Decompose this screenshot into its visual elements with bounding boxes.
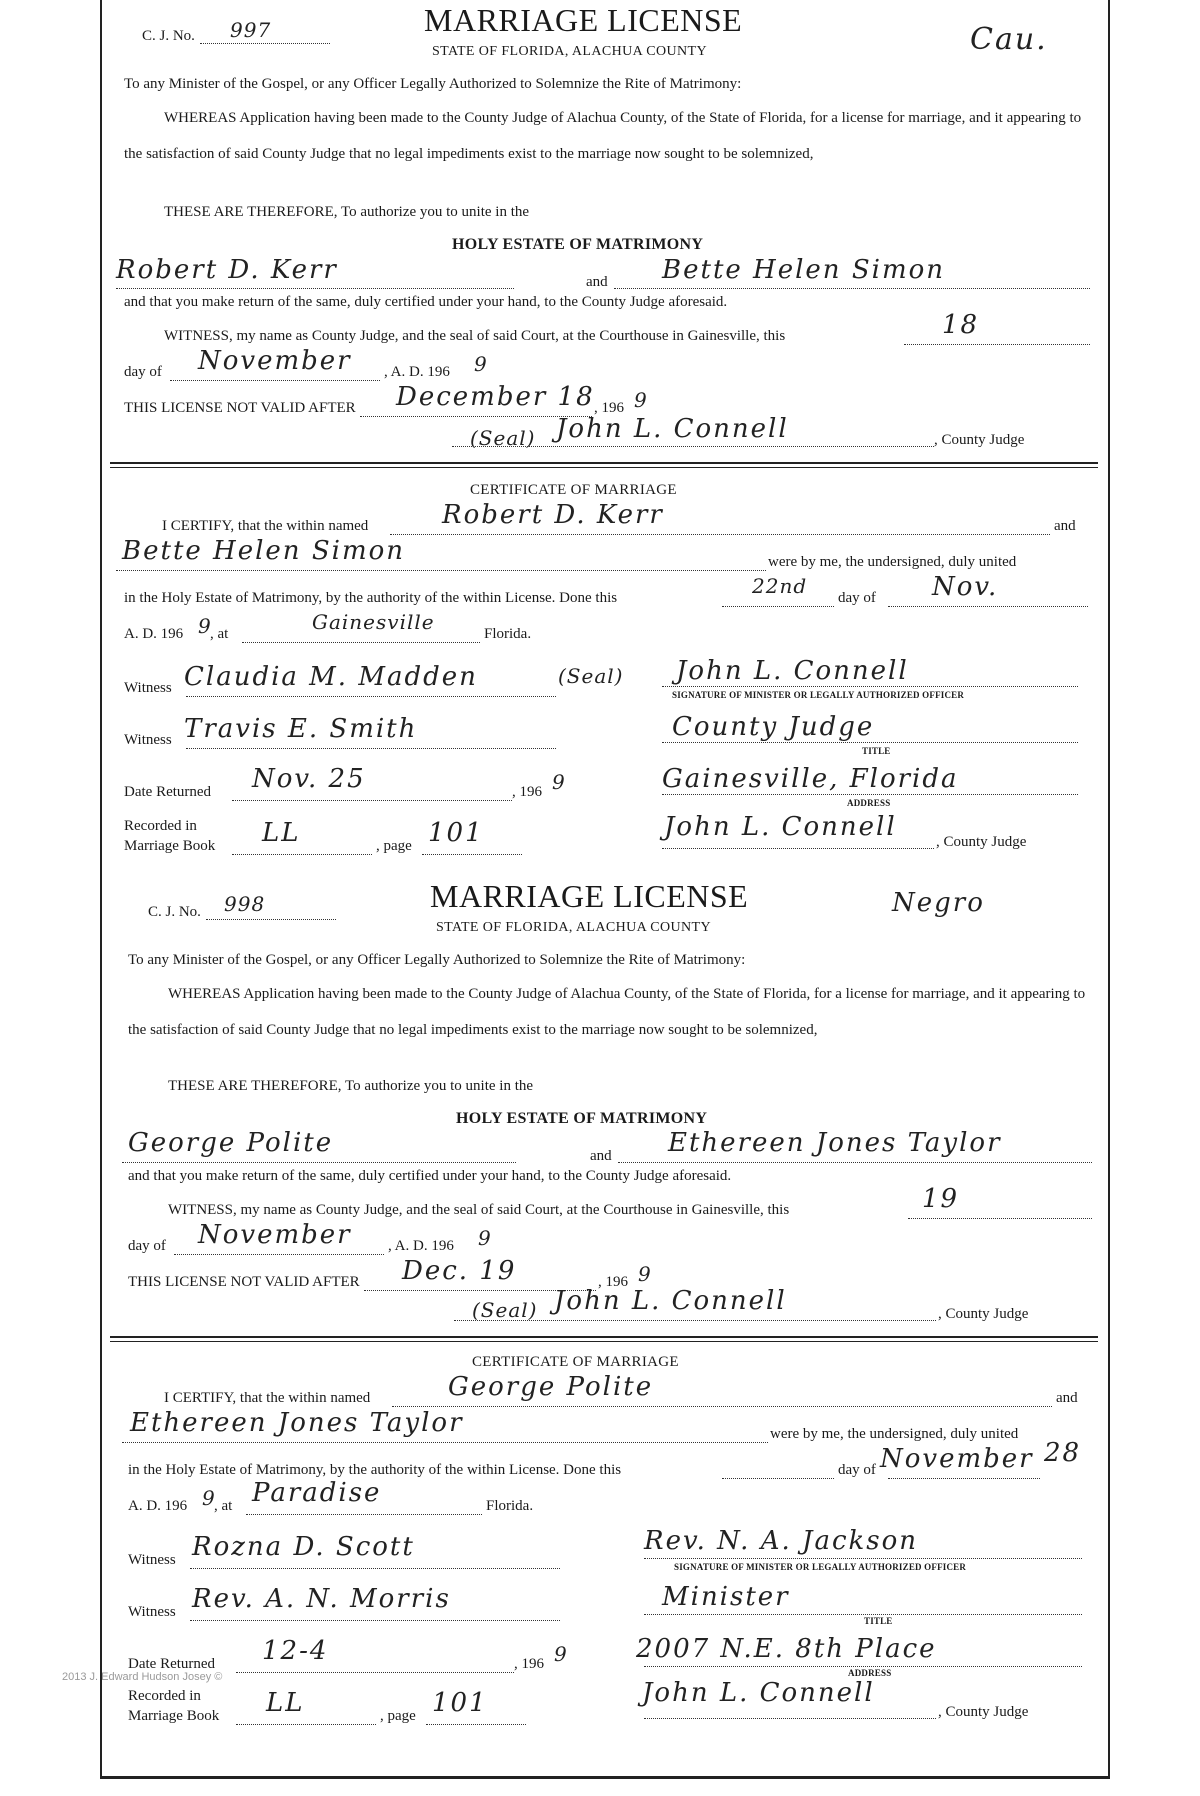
returned-year-label: , 196 <box>514 1656 544 1672</box>
title-label: TITLE <box>864 1616 893 1626</box>
returned-year: 9 <box>552 770 566 794</box>
license-month: November <box>198 346 352 376</box>
page-value: 101 <box>428 818 484 848</box>
witness-two: Travis E. Smith <box>184 714 418 744</box>
officer-address: 2007 N.E. 8th Place <box>636 1634 937 1664</box>
cert-holy-estate: in the Holy Estate of Matrimony, by the authority of the within License. Done this <box>128 1462 622 1478</box>
and-label: and <box>590 1148 612 1164</box>
certify-text: I CERTIFY, that the within named <box>164 1390 371 1406</box>
certificate-title: CERTIFICATE OF MARRIAGE <box>470 482 677 498</box>
not-valid-year-label: , 196 <box>594 400 624 416</box>
signature-label: SIGNATURE OF MINISTER OR LEGALLY AUTHORIZED OFFICER <box>672 690 965 700</box>
groom-name: Robert D. Kerr <box>116 255 338 285</box>
license-year: 9 <box>478 1226 492 1250</box>
ad-label: , A. D. 196 <box>388 1238 454 1254</box>
returned-year: 9 <box>554 1642 568 1666</box>
to-any-minister: To any Minister of the Gospel, or any Officer Legally Authorized to Solemnize the Rite of Matrimony: <box>124 76 742 92</box>
page-value: 101 <box>432 1688 488 1718</box>
witness-label-1: Witness <box>128 1552 176 1568</box>
county-judge-label: , County Judge <box>934 432 1025 448</box>
final-county-judge: , County Judge <box>938 1704 1029 1720</box>
license-title: MARRIAGE LICENSE <box>430 878 749 914</box>
address-label: ADDRESS <box>847 798 891 808</box>
certify-text: I CERTIFY, that the within named <box>162 518 369 534</box>
marriage-book-label: Marriage Book <box>124 838 216 854</box>
not-valid-label: THIS LICENSE NOT VALID AFTER <box>124 400 356 416</box>
witness-label-2: Witness <box>128 1604 176 1620</box>
date-returned-label: Date Returned <box>128 1656 216 1672</box>
cj-number: 998 <box>224 892 266 916</box>
witness-two: Rev. A. N. Morris <box>192 1584 451 1614</box>
cj-number: 997 <box>230 18 272 42</box>
cert-month: Nov. <box>932 572 999 602</box>
return-text: and that you make return of the same, duly certified under your hand, to the County Judge aforesaid. <box>124 294 728 310</box>
cert-day: 22nd <box>752 574 808 598</box>
cert-groom: George Polite <box>448 1372 654 1402</box>
cert-day: 28 <box>1044 1438 1082 1468</box>
seal-mark: (Seal) <box>472 1298 538 1322</box>
recorded-in: Recorded in <box>128 1688 201 1704</box>
to-any-minister: To any Minister of the Gospel, or any Officer Legally Authorized to Solemnize the Rite of Matrimony: <box>128 952 746 968</box>
corner-note: Cau. <box>970 22 1048 57</box>
officer-signature: Rev. N. A. Jackson <box>644 1526 918 1556</box>
not-valid-year: 9 <box>634 388 648 412</box>
page-label: , page <box>376 838 412 854</box>
these-are-therefore: THESE ARE THEREFORE, To authorize you to unite in the <box>168 1078 534 1094</box>
officer-title: Minister <box>662 1582 790 1612</box>
cert-bride: Ethereen Jones Taylor <box>130 1408 464 1438</box>
witness-one: Claudia M. Madden <box>184 662 478 692</box>
witness-text: WITNESS, my name as County Judge, and the seal of said Court, at the Courthouse in Gainesville, this <box>164 328 786 344</box>
judge-signature: John L. Connell <box>556 414 789 444</box>
day-of-label: day of <box>124 364 162 380</box>
cert-year: 9 <box>198 614 212 638</box>
witness-label-1: Witness <box>124 680 172 696</box>
holy-estate-heading: HOLY ESTATE OF MATRIMONY <box>456 1110 708 1127</box>
cert-and: and <box>1054 518 1076 534</box>
not-valid-year-label: , 196 <box>598 1274 628 1290</box>
license-subtitle: STATE OF FLORIDA, ALACHUA COUNTY <box>436 920 711 935</box>
date-returned-label: Date Returned <box>124 784 212 800</box>
cj-label: C. J. No. <box>142 28 195 44</box>
marriage-license-997 <box>102 0 1106 880</box>
witness-seal: (Seal) <box>558 664 624 688</box>
cert-month: November <box>880 1444 1034 1474</box>
cert-ad: A. D. 196 <box>128 1498 188 1514</box>
not-valid-year: 9 <box>638 1262 652 1286</box>
cert-florida: Florida. <box>486 1498 534 1514</box>
final-judge-signature: John L. Connell <box>642 1678 875 1708</box>
not-valid-label: THIS LICENSE NOT VALID AFTER <box>128 1274 360 1290</box>
cert-year: 9 <box>202 1486 216 1510</box>
seal-mark: (Seal) <box>470 426 536 450</box>
bride-name: Ethereen Jones Taylor <box>668 1128 1002 1158</box>
returned-year-label: , 196 <box>512 784 542 800</box>
date-returned: Nov. 25 <box>252 764 366 794</box>
whereas-paragraph: WHEREAS Application having been made to the County Judge of Alachua County, of the State of Florida, for a license for marriage, and it appearing to the satisfaction of said County Judge that no legal impediments exist to the marriage now sought to be solemnized, <box>124 110 1082 162</box>
final-county-judge: , County Judge <box>936 834 1027 850</box>
final-judge-signature: John L. Connell <box>664 812 897 842</box>
book-value: LL <box>262 818 301 848</box>
not-valid-date: December 18 <box>396 382 595 412</box>
license-year: 9 <box>474 352 488 376</box>
groom-name: George Polite <box>128 1128 334 1158</box>
county-judge-label: , County Judge <box>938 1306 1029 1322</box>
cert-place: Paradise <box>252 1478 382 1508</box>
copyright-watermark: 2013 J. Edward Hudson Josey © <box>62 1671 223 1683</box>
cert-at: , at <box>214 1498 233 1514</box>
witness-day: 18 <box>942 310 980 340</box>
cert-bride: Bette Helen Simon <box>122 536 405 566</box>
cert-florida: Florida. <box>484 626 532 642</box>
witness-label-2: Witness <box>124 732 172 748</box>
and-label: and <box>586 274 608 290</box>
return-text: and that you make return of the same, duly certified under your hand, to the County Judge aforesaid. <box>128 1168 732 1184</box>
officer-address: Gainesville, Florida <box>662 764 959 794</box>
license-subtitle: STATE OF FLORIDA, ALACHUA COUNTY <box>432 44 707 59</box>
judge-signature: John L. Connell <box>554 1286 787 1316</box>
title-label: TITLE <box>862 746 891 756</box>
officer-title: County Judge <box>672 712 875 742</box>
these-are-therefore: THESE ARE THEREFORE, To authorize you to unite in the <box>164 204 530 220</box>
ad-label: , A. D. 196 <box>384 364 450 380</box>
marriage-book-label: Marriage Book <box>128 1708 220 1724</box>
witness-one: Rozna D. Scott <box>192 1532 415 1562</box>
cj-label: C. J. No. <box>148 904 201 920</box>
whereas-paragraph: WHEREAS Application having been made to the County Judge of Alachua County, of the State of Florida, for a license for marriage, and it appearing to the satisfaction of said County Judge that no legal impediments exist to the marriage now sought to be solemnized, <box>128 986 1086 1038</box>
day-of-label: day of <box>128 1238 166 1254</box>
cert-day-of: day of <box>838 1462 876 1478</box>
not-valid-date: Dec. 19 <box>402 1256 517 1286</box>
witness-text: WITNESS, my name as County Judge, and the seal of said Court, at the Courthouse in Gainesville, this <box>168 1202 790 1218</box>
cert-groom: Robert D. Kerr <box>442 500 664 530</box>
certificate-title: CERTIFICATE OF MARRIAGE <box>472 1354 679 1370</box>
cert-united: were by me, the undersigned, duly united <box>768 554 1017 570</box>
license-month: November <box>198 1220 352 1250</box>
date-returned: 12-4 <box>262 1636 329 1666</box>
cert-day-of: day of <box>838 590 876 606</box>
cert-place: Gainesville <box>312 610 435 634</box>
cert-holy-estate: in the Holy Estate of Matrimony, by the authority of the within License. Done this <box>124 590 618 606</box>
marriage-license-998 <box>102 878 1106 1776</box>
recorded-in: Recorded in <box>124 818 197 834</box>
cert-united: were by me, the undersigned, duly united <box>770 1426 1019 1442</box>
witness-day: 19 <box>922 1184 960 1214</box>
bride-name: Bette Helen Simon <box>662 255 945 285</box>
license-title: MARRIAGE LICENSE <box>424 2 743 38</box>
book-value: LL <box>266 1688 305 1718</box>
cert-at: , at <box>210 626 229 642</box>
cert-and: and <box>1056 1390 1078 1406</box>
address-label: ADDRESS <box>848 1668 892 1678</box>
cert-ad: A. D. 196 <box>124 626 184 642</box>
corner-note: Negro <box>892 888 985 918</box>
officer-signature: John L. Connell <box>676 656 909 686</box>
signature-label: SIGNATURE OF MINISTER OR LEGALLY AUTHORIZED OFFICER <box>674 1562 967 1572</box>
page-label: , page <box>380 1708 416 1724</box>
holy-estate-heading: HOLY ESTATE OF MATRIMONY <box>452 236 704 253</box>
